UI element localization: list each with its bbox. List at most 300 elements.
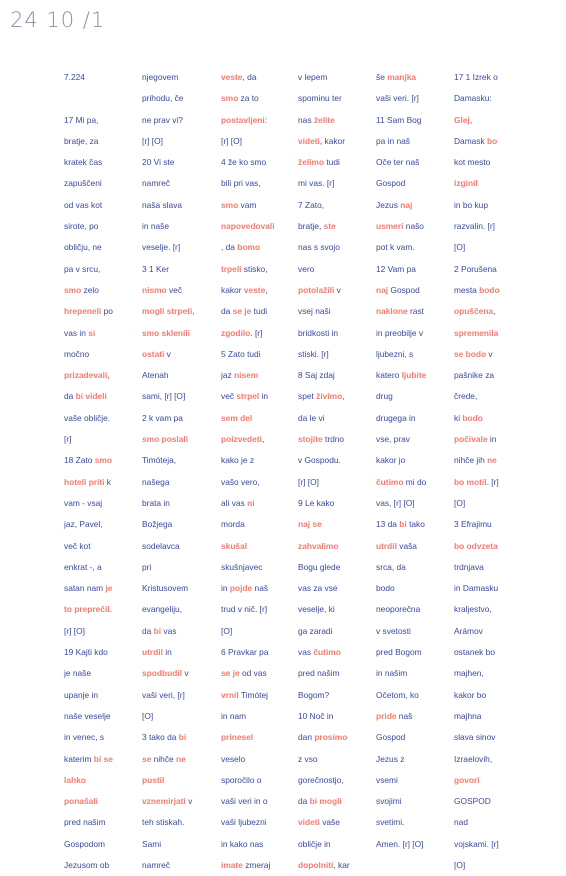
text-line	[221, 493, 303, 514]
text-segment: vas in	[64, 327, 89, 338]
text-segment: 2 k vam pa	[142, 412, 183, 423]
highlighted-word: ne	[487, 455, 497, 466]
highlighted-word: napovedovali	[221, 221, 275, 232]
text-line	[454, 280, 536, 301]
text-line	[298, 791, 380, 812]
text-line	[298, 323, 380, 344]
text-segment: več	[166, 284, 183, 295]
text-line	[376, 472, 458, 493]
highlighted-word: vrnil	[221, 689, 239, 700]
text-segment: [r]	[64, 434, 72, 445]
text-segment: mesta	[454, 284, 480, 295]
text-segment: obličju, ne	[64, 242, 102, 253]
text-line	[221, 578, 303, 599]
text-segment: [r] [O]	[298, 476, 319, 487]
text-line	[376, 110, 458, 131]
text-segment: kratek čas	[64, 157, 103, 168]
text-line	[376, 429, 458, 450]
text-line	[142, 642, 224, 663]
text-line	[142, 834, 224, 855]
text-segment: vašo vero,	[221, 476, 260, 487]
text-line	[454, 67, 536, 88]
highlighted-word: naj se	[298, 519, 322, 530]
text-line	[64, 706, 146, 727]
text-segment: bodo	[376, 583, 395, 594]
text-line	[64, 280, 146, 301]
text-segment: . [r]	[250, 327, 263, 338]
text-segment: 17 1 Izrek o	[454, 72, 498, 82]
text-segment: namreč	[142, 178, 170, 189]
text-segment: nihče jih	[454, 455, 488, 466]
text-segment: našega	[142, 476, 170, 487]
text-line	[376, 88, 458, 109]
text-segment: jaz, Pavel,	[64, 519, 103, 530]
text-segment: in našim	[376, 668, 408, 679]
highlighted-word: hrepeneli	[64, 306, 102, 317]
text-segment: prihodu, če	[142, 93, 184, 104]
text-segment: in	[259, 391, 269, 402]
text-line	[221, 450, 303, 471]
text-segment: še	[376, 72, 388, 82]
text-segment: ki	[454, 412, 463, 423]
text-line	[142, 301, 224, 322]
text-segment: Sami	[142, 838, 162, 849]
highlighted-word: smo	[64, 284, 82, 295]
text-line	[64, 536, 146, 557]
text-line	[298, 110, 380, 131]
highlighted-word: bi	[178, 732, 187, 743]
text-line	[454, 110, 536, 131]
text-line	[142, 472, 224, 493]
text-line	[454, 749, 536, 770]
text-segment: majhen,	[454, 668, 484, 679]
text-line	[298, 408, 380, 429]
highlighted-word: usmeri	[376, 221, 404, 232]
text-line	[221, 344, 303, 365]
text-segment: k	[104, 476, 111, 487]
text-segment: Jezus z	[376, 753, 405, 764]
text-line	[64, 195, 146, 216]
highlighted-word: živimo	[316, 391, 343, 402]
highlighted-word: zahvalimo	[298, 540, 339, 551]
text-line	[142, 749, 224, 770]
text-segment: ga zaradi	[298, 625, 333, 636]
highlighted-word: želite	[313, 114, 335, 125]
text-line	[142, 67, 224, 88]
highlighted-word: spremenila	[454, 327, 499, 338]
text-line	[376, 727, 458, 748]
text-column-1	[64, 67, 146, 876]
highlighted-word: se bodo	[454, 348, 487, 359]
text-line	[142, 855, 224, 876]
highlighted-word: videti	[298, 817, 320, 828]
text-segment: Očetom, ko	[376, 689, 419, 700]
text-segment: upanje in	[64, 689, 98, 700]
text-segment: 3 1 Ker	[142, 263, 170, 274]
text-line	[454, 599, 536, 620]
highlighted-word: zgodilo	[221, 327, 251, 338]
text-segment: Damask	[454, 135, 488, 146]
text-column-5	[376, 67, 458, 876]
text-segment: 10 Noč in	[298, 710, 334, 721]
text-segment: [O]	[221, 625, 233, 636]
text-segment: vsemi	[376, 774, 398, 785]
text-segment: kakor bo	[454, 689, 487, 700]
text-segment: 5 Zato tudi	[221, 348, 261, 359]
text-segment: naše veselje	[64, 710, 111, 721]
text-line	[376, 386, 458, 407]
text-line	[64, 344, 146, 365]
highlighted-word: manjka	[387, 72, 417, 82]
text-segment: svojimi	[376, 796, 402, 807]
highlighted-word: nisem	[234, 370, 259, 381]
text-line	[64, 599, 146, 620]
text-line	[454, 621, 536, 642]
text-segment: ,	[261, 434, 265, 445]
text-segment: da	[298, 796, 310, 807]
text-line	[64, 642, 146, 663]
text-line	[142, 323, 224, 344]
highlighted-word: ni	[247, 497, 255, 508]
text-segment: kakor jo	[376, 455, 406, 466]
text-line	[221, 749, 303, 770]
text-line	[454, 301, 536, 322]
text-line	[142, 621, 224, 642]
text-segment: veselje. [r]	[142, 242, 181, 253]
text-segment: gorečnostjo,	[298, 774, 344, 785]
text-segment: naš	[396, 710, 413, 721]
text-line	[221, 301, 303, 322]
text-line	[221, 67, 303, 88]
text-segment: in bo kup	[454, 199, 488, 210]
text-line	[454, 195, 536, 216]
text-segment: vas	[298, 647, 314, 658]
text-segment: črede,	[454, 391, 478, 402]
text-line	[221, 195, 303, 216]
text-segment: in venec, s	[64, 732, 105, 743]
highlighted-word: je	[105, 583, 113, 594]
highlighted-word: trpeli	[221, 263, 242, 274]
text-line	[221, 365, 303, 386]
highlighted-word: bo motil	[454, 476, 487, 487]
text-segment: 4 že ko smo	[221, 157, 267, 168]
text-line	[64, 621, 146, 642]
text-line	[376, 493, 458, 514]
text-segment: vaše obličje.	[64, 412, 111, 423]
highlighted-word: se je	[232, 306, 252, 317]
text-segment: je naše	[64, 668, 92, 679]
text-line	[298, 386, 380, 407]
highlighted-word: pojde	[229, 583, 253, 594]
highlighted-word: ostati	[142, 348, 165, 359]
highlighted-word: bi	[153, 625, 162, 636]
text-segment: mi vas. [r]	[298, 178, 335, 189]
text-line	[142, 706, 224, 727]
text-line	[454, 152, 536, 173]
text-segment: spet	[298, 391, 317, 402]
text-line	[454, 450, 536, 471]
text-line	[221, 472, 303, 493]
text-line	[376, 152, 458, 173]
text-segment: Timótej	[238, 689, 269, 700]
text-line	[454, 663, 536, 684]
text-segment: , da	[221, 242, 238, 253]
text-segment: , kakor	[319, 135, 346, 146]
text-line	[64, 323, 146, 344]
highlighted-word: smo poslali	[142, 434, 189, 445]
text-line	[454, 578, 536, 599]
text-line	[298, 344, 380, 365]
highlighted-word: bodo	[462, 412, 483, 423]
highlighted-word: čutimo	[376, 476, 404, 487]
text-line	[64, 131, 146, 152]
text-line	[221, 514, 303, 535]
text-segment: trdno	[322, 434, 345, 445]
text-segment: Gospod	[388, 284, 420, 295]
highlighted-word: bi se	[93, 753, 113, 764]
text-segment: 18 Zato	[64, 455, 95, 466]
highlighted-word: prosimo	[314, 732, 348, 743]
highlighted-word: smo	[221, 199, 239, 210]
text-segment: [r] [O]	[221, 135, 242, 146]
text-segment: stiski. [r]	[298, 348, 329, 359]
text-segment: in Damasku	[454, 583, 499, 594]
text-segment: Atenah	[142, 370, 169, 381]
text-segment: stisko,	[241, 263, 268, 274]
text-line	[221, 812, 303, 833]
text-segment: Amen. [r] [O]	[376, 838, 424, 849]
text-segment: Arámov	[454, 625, 483, 636]
highlighted-word: smo	[94, 455, 112, 466]
text-line	[454, 770, 536, 791]
text-line	[221, 557, 303, 578]
text-segment: ne prav vi?	[142, 114, 183, 125]
text-line	[376, 770, 458, 791]
text-line	[221, 152, 303, 173]
text-line	[298, 812, 380, 833]
text-line	[64, 685, 146, 706]
highlighted-word: počivale	[454, 434, 488, 445]
highlighted-word: poizvedeti	[221, 434, 262, 445]
text-line	[64, 855, 146, 876]
text-segment: nas	[298, 114, 314, 125]
text-segment: vsej naši	[298, 306, 331, 317]
text-line	[298, 514, 380, 535]
text-segment: ali vas	[221, 497, 248, 508]
text-line	[221, 642, 303, 663]
text-line	[376, 173, 458, 194]
text-line	[454, 323, 536, 344]
text-line	[142, 408, 224, 429]
text-segment: ,	[493, 306, 496, 317]
text-segment: od vas kot	[64, 199, 103, 210]
text-segment: v svetosti	[376, 625, 411, 636]
text-column-3	[221, 67, 303, 876]
highlighted-word: utrdil	[142, 647, 163, 658]
text-segment: Gospod	[376, 178, 406, 189]
text-segment: , kar	[333, 859, 350, 870]
text-segment: 19 Kajti kdo	[64, 647, 108, 658]
text-line	[142, 365, 224, 386]
text-line	[142, 493, 224, 514]
text-line	[64, 450, 146, 471]
highlighted-word: bi	[399, 519, 407, 530]
text-segment: močno	[64, 348, 90, 359]
text-segment: in naše	[142, 221, 170, 232]
text-line	[64, 152, 146, 173]
text-line	[221, 386, 303, 407]
text-line	[298, 578, 380, 599]
highlighted-word: spodbudil	[142, 668, 183, 679]
text-segment: v Gospodu.	[298, 455, 341, 466]
text-segment: jaz	[221, 370, 235, 381]
text-segment: katero	[376, 370, 402, 381]
text-segment: vojskami. [r]	[454, 838, 499, 849]
text-segment: Izraelovih,	[454, 753, 493, 764]
text-line	[376, 663, 458, 684]
highlighted-word: potolažili	[298, 284, 335, 295]
text-line	[298, 599, 380, 620]
text-line	[298, 237, 380, 258]
text-line	[221, 323, 303, 344]
highlighted-word: ljubite	[401, 370, 427, 381]
text-line	[221, 727, 303, 748]
text-line	[221, 408, 303, 429]
highlighted-word: naj	[376, 284, 389, 295]
highlighted-word: se je	[221, 668, 240, 679]
text-line	[142, 429, 224, 450]
highlighted-word: postavljeni	[221, 114, 265, 125]
text-line	[454, 173, 536, 194]
text-segment: tudi	[324, 157, 340, 168]
text-segment: vam - vsaj	[64, 497, 103, 508]
text-segment: vaši veri. [r]	[376, 93, 419, 104]
text-segment: pa v srcu,	[64, 263, 101, 274]
text-line	[454, 216, 536, 237]
highlighted-word: lahko	[64, 774, 86, 785]
text-line	[298, 152, 380, 173]
text-line	[298, 472, 380, 493]
text-line	[64, 88, 146, 109]
text-line	[454, 536, 536, 557]
text-line	[64, 493, 146, 514]
text-segment: enkrat -, a	[64, 561, 102, 572]
text-line	[64, 67, 146, 88]
text-segment: veselo	[221, 753, 246, 764]
text-line	[142, 770, 224, 791]
text-segment: 11 Sam Bog	[376, 114, 422, 125]
text-line	[454, 514, 536, 535]
text-line	[221, 706, 303, 727]
text-segment: več kot	[64, 540, 91, 551]
text-segment: vaši veri, [r]	[142, 689, 185, 700]
highlighted-word: pustil	[142, 774, 165, 785]
text-segment: 12 Vam pa	[376, 263, 416, 274]
text-segment: namreč	[142, 859, 170, 870]
text-line	[221, 173, 303, 194]
text-segment: v	[182, 668, 189, 679]
text-line	[376, 642, 458, 663]
text-line	[298, 770, 380, 791]
text-segment: zapuščeni	[64, 178, 102, 189]
text-segment: Gospodom	[64, 838, 105, 849]
text-line	[298, 131, 380, 152]
text-segment: in nam	[221, 710, 247, 721]
text-line	[376, 259, 458, 280]
text-line	[142, 237, 224, 258]
text-line	[376, 557, 458, 578]
text-segment: in	[487, 434, 497, 445]
text-line	[298, 685, 380, 706]
text-segment: 7.224	[64, 72, 85, 82]
highlighted-word: bo	[487, 135, 498, 146]
text-segment: po	[101, 306, 113, 317]
text-line	[376, 280, 458, 301]
text-segment: sodelavca	[142, 540, 180, 551]
text-segment: vaše	[319, 817, 340, 828]
text-segment: v	[185, 796, 193, 807]
text-line	[64, 110, 146, 131]
text-line	[376, 237, 458, 258]
text-segment: zelo	[81, 284, 99, 295]
text-line	[298, 301, 380, 322]
text-line	[376, 791, 458, 812]
text-segment: pred našim	[298, 668, 340, 679]
text-line	[64, 216, 146, 237]
highlighted-word: si	[88, 327, 96, 338]
text-line	[142, 514, 224, 535]
text-segment: bridkosti in	[298, 327, 339, 338]
highlighted-word: ste	[323, 221, 336, 232]
text-line	[298, 216, 380, 237]
text-segment: v	[164, 348, 171, 359]
text-segment: v	[486, 348, 493, 359]
text-line	[298, 642, 380, 663]
text-line	[298, 173, 380, 194]
text-line	[142, 791, 224, 812]
text-line	[142, 578, 224, 599]
text-segment: v	[334, 284, 341, 295]
text-segment: pri	[142, 561, 152, 572]
text-segment: vam	[238, 199, 257, 210]
text-line	[64, 259, 146, 280]
text-line	[376, 301, 458, 322]
text-segment: ljubezni, s	[376, 348, 414, 359]
text-line	[221, 259, 303, 280]
text-line	[298, 195, 380, 216]
text-line	[454, 706, 536, 727]
highlighted-word: stojite	[298, 434, 323, 445]
text-segment: GOSPOD	[454, 796, 491, 807]
text-segment: Bogom?	[298, 689, 330, 700]
text-line	[142, 685, 224, 706]
highlighted-word: prinesel	[221, 732, 254, 743]
text-segment: Kristusovem	[142, 583, 189, 594]
text-line	[454, 386, 536, 407]
text-segment: 13 da	[376, 519, 400, 530]
text-line	[64, 727, 146, 748]
text-segment: kako je z	[221, 455, 255, 466]
text-line	[454, 812, 536, 833]
text-line	[376, 706, 458, 727]
text-line	[221, 855, 303, 876]
text-line	[298, 855, 380, 876]
text-line	[454, 259, 536, 280]
text-line	[298, 706, 380, 727]
text-segment: našo	[403, 221, 424, 232]
text-line	[142, 536, 224, 557]
text-line	[376, 344, 458, 365]
